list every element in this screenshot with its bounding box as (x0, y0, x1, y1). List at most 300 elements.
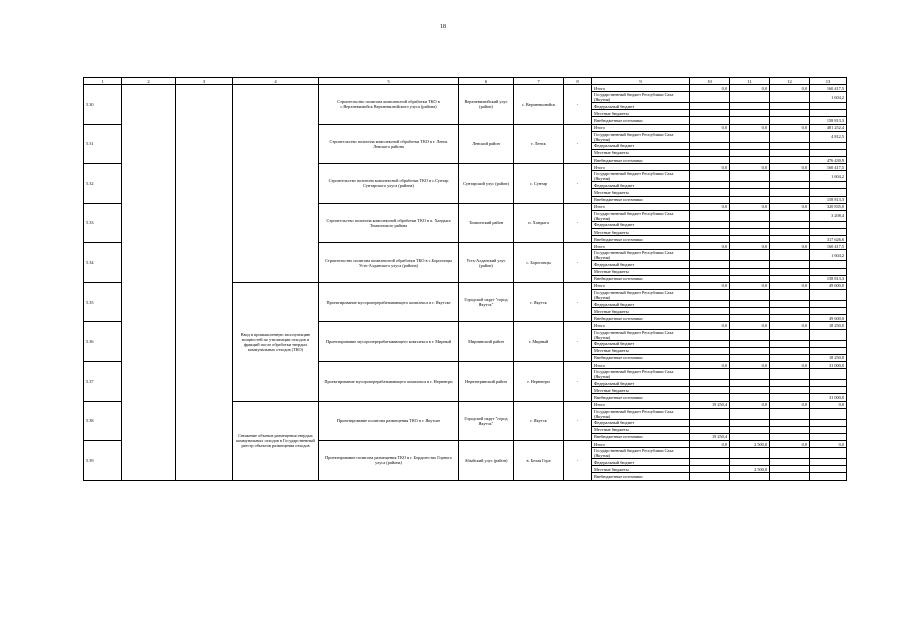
value-col10 (690, 171, 730, 182)
value-col11 (730, 110, 770, 117)
value-col10 (690, 275, 730, 282)
funding-source-label: Внебюджетные источники (592, 275, 690, 282)
value-col11 (730, 289, 770, 300)
value-col13: 158 813,3 (810, 196, 847, 203)
value-col11 (730, 315, 770, 322)
value-col11 (730, 131, 770, 142)
value-col11 (730, 171, 770, 182)
value-col11 (730, 347, 770, 354)
header-cell: 11 (730, 78, 770, 85)
value-col10: 0,0 (690, 243, 730, 250)
funding-source-label: Федеральный бюджет (592, 142, 690, 149)
funding-source-label: Итого (592, 282, 690, 289)
value-col12 (770, 369, 810, 380)
object-name: Строительство полигона комплексной обработки ТКО в с.Сунтар Сунтарского улуса (района) (319, 164, 459, 204)
col8-value: - (564, 401, 592, 441)
value-col13: 158 813,3 (810, 275, 847, 282)
value-col10 (690, 340, 730, 347)
district-name: Городской округ "город Якутск" (459, 401, 514, 441)
value-col10 (690, 466, 730, 473)
value-col12: 0,0 (770, 85, 810, 92)
value-col12 (770, 110, 810, 117)
funding-source-label: Федеральный бюджет (592, 261, 690, 268)
value-col10 (690, 261, 730, 268)
value-col10 (690, 103, 730, 110)
value-col10 (690, 221, 730, 228)
value-col13 (810, 419, 847, 426)
row-number: 5.33 (84, 203, 122, 243)
place-name: с. Сунтар (514, 164, 564, 204)
value-col13 (810, 448, 847, 459)
value-col13: 481 252,4 (810, 124, 847, 131)
value-col10 (690, 210, 730, 221)
place-name: г. Якутск (514, 282, 564, 322)
value-col12 (770, 261, 810, 268)
object-name: Проектирование полигона размещения ТКО в г. Бердигестях Горного улуса (района) (319, 441, 459, 481)
funding-source-label: Местные бюджеты (592, 347, 690, 354)
district-name: Абыйский улус (район) (459, 441, 514, 481)
header-cell: 4 (233, 78, 319, 85)
value-col10 (690, 347, 730, 354)
funding-source-label: Государственный бюджет Республики Саха (Якутия) (592, 289, 690, 300)
funding-source-label: Итого (592, 124, 690, 131)
funding-source-label: Внебюджетные источники (592, 315, 690, 322)
value-col12 (770, 289, 810, 300)
value-col13 (810, 387, 847, 394)
value-col12 (770, 142, 810, 149)
place-name: г. Якутск (514, 401, 564, 441)
value-col11 (730, 142, 770, 149)
value-col11 (730, 156, 770, 163)
col8-value: - (564, 164, 592, 204)
value-col10 (690, 300, 730, 307)
value-col13 (810, 110, 847, 117)
object-name: Проектирование мусороперерабатывающего комплекса в г. Якутске (319, 282, 459, 322)
funding-source-label: Местные бюджеты (592, 149, 690, 156)
value-col13: 160 417,5 (810, 85, 847, 92)
funding-source-label: Внебюджетные источники (592, 354, 690, 361)
funding-source-label: Государственный бюджет Республики Саха (Якутия) (592, 250, 690, 261)
header-cell: 7 (514, 78, 564, 85)
col8-value: - (564, 361, 592, 401)
value-col10 (690, 448, 730, 459)
value-col12: 0,0 (770, 164, 810, 171)
value-col13 (810, 308, 847, 315)
value-col13 (810, 473, 847, 480)
place-name: г. Ленск (514, 124, 564, 164)
value-col13: 476 439,9 (810, 156, 847, 163)
value-col12 (770, 182, 810, 189)
header-cell: 10 (690, 78, 730, 85)
value-col13: 160 417,5 (810, 243, 847, 250)
value-col11 (730, 354, 770, 361)
value-col11 (730, 473, 770, 480)
value-col10 (690, 380, 730, 387)
value-col11 (730, 394, 770, 401)
value-col12 (770, 394, 810, 401)
funding-source-label: Итого (592, 401, 690, 408)
value-col11 (730, 433, 770, 440)
value-col12 (770, 426, 810, 433)
value-col12 (770, 380, 810, 387)
value-col11 (730, 308, 770, 315)
value-col12 (770, 149, 810, 156)
funding-source-label: Внебюджетные источники (592, 433, 690, 440)
value-col10 (690, 182, 730, 189)
value-col10: 0,0 (690, 322, 730, 329)
group-label-commissioning: Ввод в промышленную эксплуатацию мощностей по утилизации отходов и фракций после обработки твердых коммунальных отходов (ТКО) (233, 282, 319, 401)
value-col11: 0,0 (730, 361, 770, 368)
col8-value: - (564, 441, 592, 481)
value-col13 (810, 459, 847, 466)
value-col11 (730, 387, 770, 394)
header-cell: 8 (564, 78, 592, 85)
funding-source-label: Внебюджетные источники (592, 156, 690, 163)
row-number: 5.39 (84, 441, 122, 481)
row-number: 5.36 (84, 322, 122, 362)
header-row (84, 78, 847, 85)
value-col12 (770, 117, 810, 124)
value-col12 (770, 300, 810, 307)
funding-source-label: Государственный бюджет Республики Саха (Якутия) (592, 210, 690, 221)
value-col10 (690, 228, 730, 235)
funding-source-label: Государственный бюджет Республики Саха (Якутия) (592, 329, 690, 340)
value-col13 (810, 142, 847, 149)
value-col13 (810, 221, 847, 228)
place-name: с. Борогонцы (514, 243, 564, 283)
value-col10 (690, 189, 730, 196)
value-col13 (810, 268, 847, 275)
funding-source-label: Федеральный бюджет (592, 459, 690, 466)
header-cell: 12 (770, 78, 810, 85)
district-name: Городской округ "город Якутск" (459, 282, 514, 322)
value-col11: 0,0 (730, 203, 770, 210)
funding-source-label: Местные бюджеты (592, 466, 690, 473)
funding-source-label: Местные бюджеты (592, 308, 690, 315)
value-col10 (690, 408, 730, 419)
row-number: 5.37 (84, 361, 122, 401)
value-col10: 0,0 (690, 124, 730, 131)
place-name: г. Мирный (514, 322, 564, 362)
district-name: Сунтарский улус (район) (459, 164, 514, 204)
object-name: Строительство полигона комплексной обработки ТКО в г. Ленск Ленского района (319, 124, 459, 164)
col8-value: - (564, 124, 592, 164)
value-col13: 49 600,0 (810, 282, 847, 289)
value-col13 (810, 300, 847, 307)
value-col13: 1 604,2 (810, 92, 847, 103)
place-name: в. Белая Гора (514, 441, 564, 481)
value-col11 (730, 275, 770, 282)
value-col12 (770, 250, 810, 261)
value-col11 (730, 426, 770, 433)
header-cell: 2 (122, 78, 176, 85)
funding-source-label: Местные бюджеты (592, 387, 690, 394)
district-name: Верхневилюйский улус (район) (459, 85, 514, 125)
funding-source-label: Федеральный бюджет (592, 419, 690, 426)
funding-source-label: Государственный бюджет Республики Саха (Якутия) (592, 131, 690, 142)
value-col12 (770, 387, 810, 394)
value-col10 (690, 419, 730, 426)
funding-source-label: Внебюджетные источники (592, 236, 690, 243)
row-number: 5.35 (84, 282, 122, 322)
value-col10 (690, 92, 730, 103)
value-col13 (810, 369, 847, 380)
place-name: с. Верхневилюйск (514, 85, 564, 125)
program-table (83, 77, 847, 481)
value-col12: 0,0 (770, 361, 810, 368)
value-col10 (690, 131, 730, 142)
value-col12 (770, 473, 810, 480)
value-col10 (690, 459, 730, 466)
funding-source-label: Итого (592, 164, 690, 171)
value-col13 (810, 289, 847, 300)
value-col11 (730, 261, 770, 268)
header-cell: 1 (84, 78, 122, 85)
value-col12: 0,0 (770, 124, 810, 131)
value-col13 (810, 433, 847, 440)
funding-source-label: Федеральный бюджет (592, 300, 690, 307)
value-col12 (770, 221, 810, 228)
row-number: 5.32 (84, 164, 122, 204)
value-col13 (810, 189, 847, 196)
funding-source-label: Федеральный бюджет (592, 103, 690, 110)
value-col12 (770, 459, 810, 466)
funding-source-label: Федеральный бюджет (592, 221, 690, 228)
object-name: Строительство полигона комплексной обработки ТКО в с.Борогонцы Усть-Алданского улуса (района) (319, 243, 459, 283)
page-number: 18 (440, 24, 446, 30)
value-col12: 0,0 (770, 282, 810, 289)
value-col12 (770, 103, 810, 110)
value-col13: 1 604,2 (810, 250, 847, 261)
funding-source-label: Государственный бюджет Республики Саха (Якутия) (592, 369, 690, 380)
value-col11 (730, 369, 770, 380)
value-col13: 31 000,0 (810, 394, 847, 401)
value-col13: 4 812,5 (810, 131, 847, 142)
col8-value: - (564, 282, 592, 322)
value-col13 (810, 347, 847, 354)
funding-source-label: Местные бюджеты (592, 228, 690, 235)
value-col10 (690, 156, 730, 163)
value-col10 (690, 329, 730, 340)
value-col13 (810, 149, 847, 156)
value-col12 (770, 315, 810, 322)
funding-source-label: Внебюджетные источники (592, 394, 690, 401)
value-col12 (770, 308, 810, 315)
value-col12 (770, 408, 810, 419)
value-col11 (730, 448, 770, 459)
funding-source-label: Государственный бюджет Республики Саха (Якутия) (592, 92, 690, 103)
value-col13 (810, 261, 847, 268)
value-col12: 0,0 (770, 243, 810, 250)
funding-source-label: Федеральный бюджет (592, 380, 690, 387)
place-name: п. Хандыга (514, 203, 564, 243)
value-col11 (730, 117, 770, 124)
header-cell: 6 (459, 78, 514, 85)
value-col10 (690, 369, 730, 380)
value-col11: 2 500,0 (730, 466, 770, 473)
value-col11 (730, 300, 770, 307)
value-col12 (770, 210, 810, 221)
value-col11 (730, 408, 770, 419)
funding-source-label: Внебюджетные источники (592, 117, 690, 124)
value-col12 (770, 448, 810, 459)
funding-source-label: Итого (592, 203, 690, 210)
value-col12 (770, 275, 810, 282)
value-col12 (770, 466, 810, 473)
value-col11 (730, 329, 770, 340)
value-col13: 1 604,2 (810, 171, 847, 182)
value-col10 (690, 268, 730, 275)
value-col12 (770, 189, 810, 196)
value-col13: 0,0 (810, 401, 847, 408)
value-col11 (730, 189, 770, 196)
value-col10: 0,0 (690, 164, 730, 171)
funding-source-label: Федеральный бюджет (592, 340, 690, 347)
value-col11: 0,0 (730, 243, 770, 250)
row-number: 5.34 (84, 243, 122, 283)
value-col11: 0,0 (730, 85, 770, 92)
value-col10: 0,0 (690, 203, 730, 210)
value-col13 (810, 340, 847, 347)
value-col12 (770, 196, 810, 203)
value-col12 (770, 228, 810, 235)
value-col13: 158 813,3 (810, 117, 847, 124)
funding-source-label: Местные бюджеты (592, 189, 690, 196)
value-col12 (770, 92, 810, 103)
value-col10: 0,0 (690, 361, 730, 368)
value-col13 (810, 182, 847, 189)
header-cell: 3 (176, 78, 233, 85)
value-col13 (810, 408, 847, 419)
group-empty-cell (233, 85, 319, 283)
funding-source-label: Итого (592, 85, 690, 92)
value-col10: 19 250,4 (690, 433, 730, 440)
value-col10 (690, 394, 730, 401)
col8-value: - (564, 322, 592, 362)
row-number: 5.31 (84, 124, 122, 164)
funding-source-label: Итого (592, 441, 690, 448)
funding-source-label: Внебюджетные источники (592, 196, 690, 203)
funding-source-label: Итого (592, 243, 690, 250)
value-col13: 0,0 (810, 441, 847, 448)
value-col13 (810, 380, 847, 387)
value-col10 (690, 149, 730, 156)
value-col10: 0,0 (690, 282, 730, 289)
value-col12 (770, 156, 810, 163)
value-col11 (730, 221, 770, 228)
value-col11 (730, 380, 770, 387)
funding-source-label: Местные бюджеты (592, 268, 690, 275)
col8-value: - (564, 203, 592, 243)
value-col11 (730, 228, 770, 235)
district-name: Нерюнгринский район (459, 361, 514, 401)
row-number: 5.38 (84, 401, 122, 441)
value-col13 (810, 329, 847, 340)
value-col13 (810, 426, 847, 433)
value-col10: 0,0 (690, 441, 730, 448)
value-col10 (690, 142, 730, 149)
value-col11 (730, 419, 770, 426)
value-col12: 0,0 (770, 441, 810, 448)
row-number: 5.30 (84, 85, 122, 125)
value-col10 (690, 473, 730, 480)
value-col11 (730, 149, 770, 156)
funding-source-label: Федеральный бюджет (592, 182, 690, 189)
object-name: Строительство полигона комплексной обработки ТКО в п. Хандыга Томпонского района (319, 203, 459, 243)
value-col10 (690, 117, 730, 124)
value-col11: 0,0 (730, 282, 770, 289)
object-name: Проектирование мусороперерабатывающего комплекса в г. Нерюнгри (319, 361, 459, 401)
value-col12 (770, 433, 810, 440)
value-col12 (770, 340, 810, 347)
table-row (84, 85, 847, 92)
value-col10 (690, 387, 730, 394)
funding-source-label: Государственный бюджет Республики Саха (Якутия) (592, 448, 690, 459)
value-col13 (810, 103, 847, 110)
funding-source-label: Итого (592, 322, 690, 329)
district-name: Ленский район (459, 124, 514, 164)
value-col11 (730, 236, 770, 243)
place-name: г. Нерюнгри (514, 361, 564, 401)
value-col12 (770, 131, 810, 142)
value-col10 (690, 110, 730, 117)
value-col10 (690, 426, 730, 433)
value-col10 (690, 315, 730, 322)
value-col11: 2 500,0 (730, 441, 770, 448)
object-name: Строительство полигона комплексной обработки ТКО в с.Верхневилюйск Верхневилюйского улуса (района) (319, 85, 459, 125)
value-col12 (770, 354, 810, 361)
value-col11: 0,0 (730, 401, 770, 408)
funding-source-label: Местные бюджеты (592, 426, 690, 433)
value-col12 (770, 236, 810, 243)
value-col11: 0,0 (730, 124, 770, 131)
value-col11 (730, 196, 770, 203)
value-col13: 317 626,6 (810, 236, 847, 243)
value-col10 (690, 289, 730, 300)
value-col11 (730, 459, 770, 466)
value-col11 (730, 340, 770, 347)
col8-value: - (564, 243, 592, 283)
value-col13: 31 000,0 (810, 361, 847, 368)
value-col10 (690, 236, 730, 243)
object-name: Проектирование мусороперерабатывающего комплекса в г. Мирный (319, 322, 459, 362)
value-col12: 0,0 (770, 401, 810, 408)
object-name: Проектирование полигона размещения ТКО в г. Якутске (319, 401, 459, 441)
funding-source-label: Государственный бюджет Республики Саха (Якутия) (592, 408, 690, 419)
value-col12 (770, 329, 810, 340)
district-name: Усть-Алданский улус (район) (459, 243, 514, 283)
funding-source-label: Государственный бюджет Республики Саха (Якутия) (592, 171, 690, 182)
value-col12 (770, 268, 810, 275)
col3-cell (176, 85, 233, 481)
value-col13: 320 835,0 (810, 203, 847, 210)
value-col12: 0,0 (770, 203, 810, 210)
value-col11 (730, 268, 770, 275)
value-col11 (730, 92, 770, 103)
value-col11 (730, 250, 770, 261)
header-cell: 9 (592, 78, 690, 85)
value-col11 (730, 103, 770, 110)
group-label-reduction: Снижение объемов размещения твердых коммунальных отходов в Государственный реестр объектов размещения отходов (233, 401, 319, 480)
value-col11 (730, 210, 770, 221)
col2-cell (122, 85, 176, 481)
value-col13 (810, 228, 847, 235)
value-col13 (810, 466, 847, 473)
value-col11: 0,0 (730, 322, 770, 329)
value-col13: 18 250,0 (810, 322, 847, 329)
value-col10 (690, 196, 730, 203)
funding-source-label: Внебюджетные источники (592, 473, 690, 480)
